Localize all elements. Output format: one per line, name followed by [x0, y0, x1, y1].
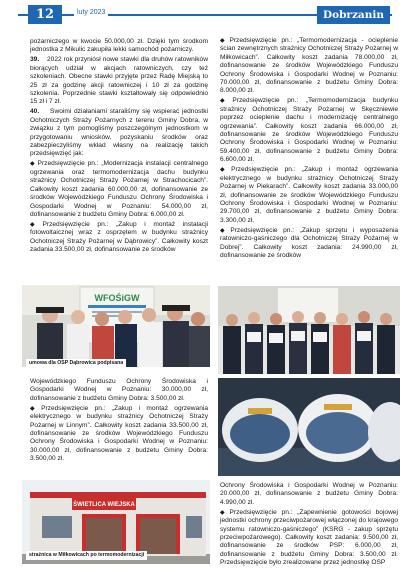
- bullet-item: [220, 227, 398, 261]
- right-column-continued: [220, 482, 398, 568]
- paragraph-39: [30, 56, 208, 106]
- diamond-bullet-icon: ◆: [220, 227, 229, 234]
- bullet-item: [30, 160, 208, 219]
- diamond-bullet-icon: ◆: [220, 167, 230, 174]
- left-column-continued: [30, 378, 208, 464]
- building-sign-text: ŚWIETLICA WIEJSKA: [73, 502, 135, 508]
- diamond-bullet-icon: ◆: [30, 161, 36, 168]
- paragraph-number: 40.: [30, 108, 40, 116]
- paragraph: Wojewódzkiego Funduszu Ochrony Środowiska i Gospodarki Wodnej w Poznaniu: 30.000,00 zł, dofinansowanie z budżetu Gminy Dobra: 3.500,00 zł.: [30, 378, 208, 402]
- bullet-text: Przedsięwzięcie pn.: „Zakup i montaż ogrzewania elektrycznego w budynku strażnicy Ochotniczej Straży Pożarnej w Piekarach”. Całkowity koszt zadania 33.000,00 zł, dofinansowanie ze środków Wojewódzkiego Funduszu Ochrony Środowiska i Gospodarki Wodnej w Poznaniu: 29.700,00 zł, dofinansowanie z budżetu Gminy Dobra: 3.300,00 zł.: [220, 166, 399, 224]
- paragraph-text: 2022 rok przyniósł nowe stawki dla druhów ratowników biorących udział w akcjach ratowniczych, czy też szkoleniach. Obecne stawki przyjęte przez Radę Miejską to 25 zł za godzinę akcji ratowniczej i 10 zł za godzinę szkolenia. Poprzednie stawki kształtowały się odpowiednio 15 zł i 7 zł.: [30, 56, 208, 106]
- paragraph-number: 39.: [30, 56, 40, 64]
- page-number: 12: [28, 5, 62, 24]
- bullet-item: [220, 97, 398, 164]
- bullet-text: Przedsięwzięcie pn.: „Zakup i montaż ogrzewania elektrycznego w budynku strażnicy Ochotniczej Straży Pożarnej w Linnym”. Całkowity koszt zadania 33.500,00 zł, dofinansowanie ze środków Wojewódzkiego Funduszu Ochrony Środowiska i Gospodarki Wodnej w Poznaniu: 30.000,00 zł, dofinansowanie z budżetu Gminy Dobra: 3.500,00 zł.: [30, 404, 209, 463]
- bullet-item: [30, 405, 208, 464]
- left-column-text: [30, 38, 208, 256]
- diamond-bullet-icon: ◆: [220, 38, 228, 44]
- page-header: [0, 0, 410, 26]
- photo-firefighters-group: [218, 286, 400, 374]
- paragraph: Ochrony Środowiska i Gospodarki Wodnej w Poznaniu: 20.000,00 zł, dofinansowanie z budżetu Gminy Dobra: 4.990,00 zł.: [220, 482, 398, 506]
- bullet-item: [220, 37, 398, 96]
- diamond-bullet-icon: ◆: [30, 221, 41, 228]
- bullet-text: Przedsięwzięcie pn.: „Zapewnienie gotowości bojowej jednostki ochrony przeciwpożarowej włączonej do krajowego systemu ratowniczo-gaśniczego” (KSRG - zakup sprzętu przeciwpożarowego). Całkowity koszt zadania: 9.500,00 zł, dofinansowanie ze środków PSP: 6.000,00 zł, dofinansowanie z budżetu Gminy Dobra: 3.500,00 zł. Przedsięwzięcie było zrealizowane przez jednostkę OSP: [220, 508, 398, 567]
- diamond-bullet-icon: ◆: [220, 98, 231, 105]
- bullet-item: [220, 166, 398, 225]
- bullet-text: Przedsięwzięcie pn.: „Termomodernizacja - ocieplenie ścian zewnętrznych strażnicy Ochotniczej Straży Pożarnej w Miłkowicach”. Całkowity koszt zadania 78.000,00 zł, dofinansowanie ze środków Wojewódzkiego Funduszu Ochrony Środowiska i Gospodarki Wodnej w Poznaniu: 70.000,00 zł, dofinansowanie z budżetu Gminy Dobra: 8.000,00 zł.: [220, 37, 398, 95]
- photo-fire-helmets: [218, 378, 400, 476]
- magazine-title: Dobrzanin: [317, 6, 390, 24]
- paragraph-text: Swoimi działaniami staraliśmy się wspierać jednostki Ochotniczych Straży Pożarnych z terenu Gminy Dobra, w związku z tym pomogliśmy poszczególnym jednostkom w przygotowaniu wniosków, pozyskaniu środków oraz zabezpieczyliśmy wkład własny na realizację takich przedsięwzięć jak:: [30, 108, 209, 158]
- photo-caption: strażnica w Miłkowicach po termomodernizacji: [26, 551, 147, 560]
- bullet-item: [30, 221, 208, 255]
- paragraph: pożarniczego w kwocie 50.000,00 zł. Dzięki tym środkom jednostka z Mikulic zakupiła lekki samochód pożarniczy.: [30, 38, 208, 54]
- bullet-item: [220, 509, 398, 568]
- diamond-bullet-icon: ◆: [30, 405, 40, 412]
- bullet-text: Przedsięwzięcie pn.: „Zakup i montaż instalacji fotowoltaicznej wraz z osprzętem w budynku strażnicy Ochotniczej Straży Pożarnej w Dąbrowicy”. Całkowity koszt zadania 33.500,00 zł, dofinansowanie ze środków: [30, 220, 209, 254]
- photo-agreement-signing: [22, 285, 210, 367]
- paragraph-40: [30, 108, 208, 158]
- diamond-bullet-icon: ◆: [220, 509, 228, 516]
- issue-date: luty 2023: [74, 8, 108, 18]
- bullet-text: Przedsięwzięcie pn.: „Termomodernizacja budynku strażnicy Ochotniczej Straży Pożarnej w Skęczniewie poprzez ocieplenie dachu i modernizację centralnego ogrzewania”. Całkowity koszt zadania 66.000,00 zł, dofinansowanie ze środków Wojewódzkiego Funduszu Ochrony Środowiska i Gospodarki Wodnej w Poznaniu: 59.400,00 zł, dofinansowanie z budżetu Gminy Dobra: 6.600,00 zł.: [220, 97, 398, 164]
- banner-text: WFOŚiGW: [94, 293, 140, 303]
- bullet-text: Przedsięwzięcie pn.: „Zakup sprzętu i wyposażenia ratowniczo-gaśniczego dla Ochotniczej Straży Pożarnej w Dobrej”. Całkowity koszt zadania: 24.990,00 zł, dofinansowanie ze środków: [220, 226, 398, 259]
- bullet-text: Przedsięwzięcie pn.: „Modernizacja instalacji centralnego ogrzewania oraz termomodernizacja dachu budynku strażnicy Ochotniczej Straży Pożarnej w Strachocicach”. Całkowity koszt zadania 60.000,00 zł, dofinansowanie ze środków Wojewódzkiego Funduszu Ochrony Środowiska i Gospodarki Wodnej w Poznaniu: 54.000,00 zł, dofinansowanie z budżetu Gminy Dobra: 6.000,00 zł.: [30, 160, 208, 218]
- photo-caption: umowa dla OSP Dąbrowica podpisana: [26, 359, 126, 368]
- right-column-text: [220, 37, 398, 262]
